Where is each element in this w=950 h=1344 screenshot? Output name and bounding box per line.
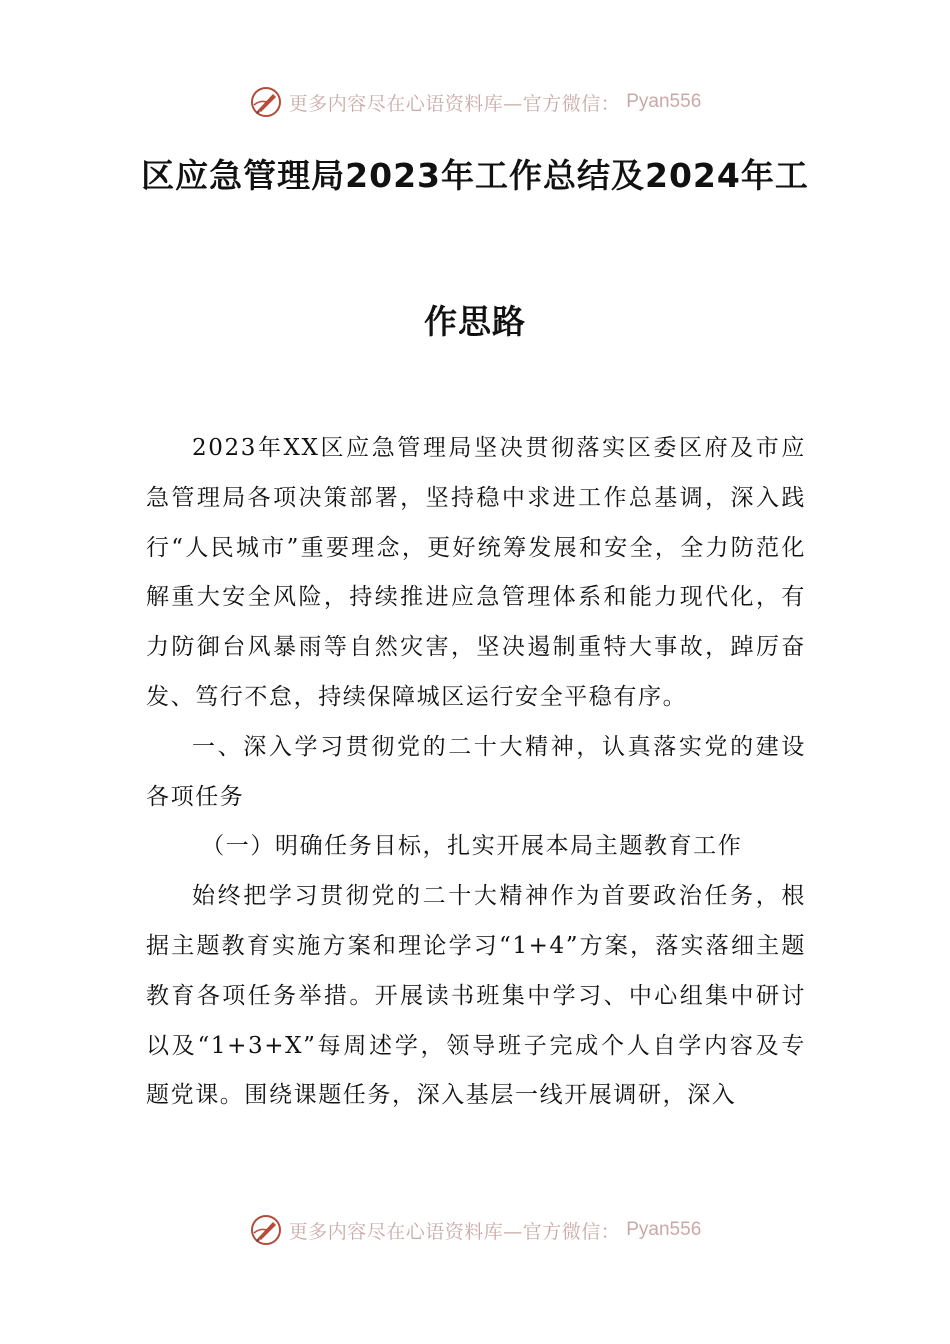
- watermark-footer: [0, 1210, 950, 1250]
- pen-logo-icon: [249, 1213, 283, 1247]
- document-title-line-1: 区应急管理局2023年工作总结及2024年工: [141, 156, 809, 195]
- paragraph-intro: 2023年XX区应急管理局坚决贯彻落实区委区府及市应急管理局各项决策部署，坚持稳中求进工作总基调，深入践行“人民城市”重要理念，更好统筹发展和安全，全力防范化解重大安全风险，持续推进应急管理体系和能力现代化，有力防御台风暴雨等自然灾害，坚决遏制重特大事故，踔厉奋发、笃行不怠，持续保障城区运行安全平稳有序。: [146, 435, 806, 710]
- section-heading-1: 一、深入学习贯彻党的二十大精神，认真落实党的建设各项任务: [146, 733, 806, 810]
- pen-logo-icon: [249, 85, 283, 119]
- watermark-text: 更多内容尽在心语资料库—官方微信：: [288, 92, 621, 115]
- watermark-text: 更多内容尽在心语资料库—官方微信：: [288, 1220, 621, 1243]
- document-body: [146, 424, 806, 1121]
- document-title-line-2: 作思路: [424, 302, 526, 341]
- subsection-heading-1: （一）明确任务目标，扎实开展本局主题教育工作: [201, 833, 743, 860]
- watermark-wechat-id: Pyan556: [626, 91, 702, 112]
- watermark-wechat-id: Pyan556: [626, 1219, 702, 1240]
- paragraph-section-1: 始终把学习贯彻党的二十大精神作为首要政治任务，根据主题教育实施方案和理论学习“1+4”方案，落实落细主题教育各项任务举措。开展读书班集中学习、中心组集中研讨以及“1+3+X”每周述学，领导班子完成个人自学内容及专题党课。围绕课题任务，深入基层一线开展调研，深入: [146, 883, 806, 1109]
- watermark-header: [0, 82, 950, 122]
